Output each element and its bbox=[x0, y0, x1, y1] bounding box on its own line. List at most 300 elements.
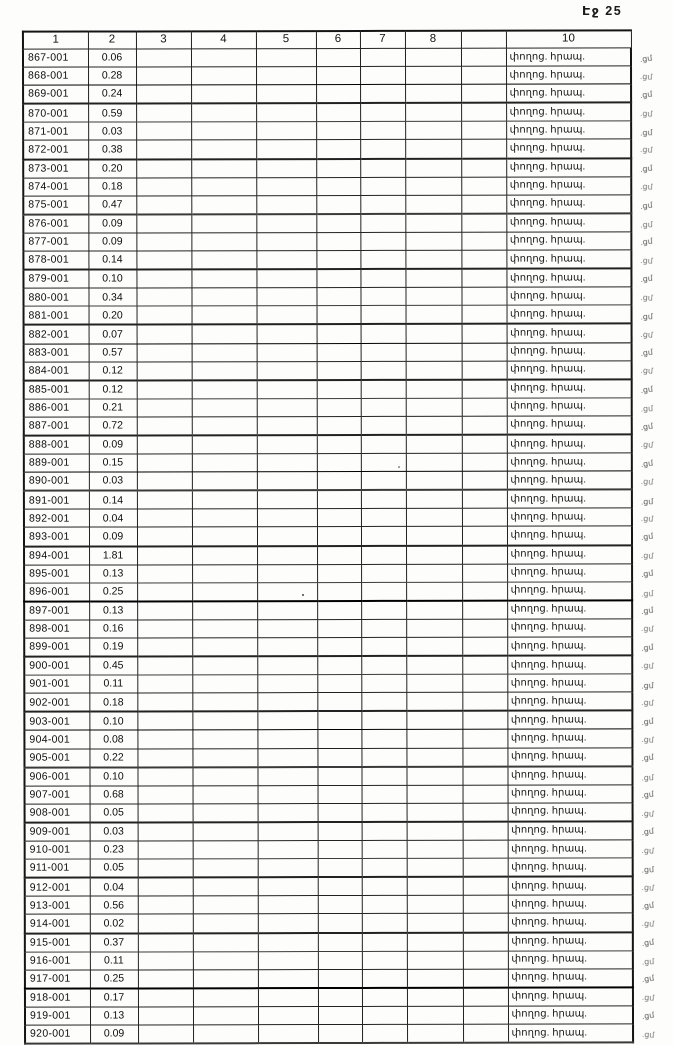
margin-mark-text: .ցմ bbox=[641, 993, 655, 1003]
empty-cell-6 bbox=[318, 803, 362, 822]
empty-cell-6 bbox=[318, 896, 362, 914]
empty-cell-7 bbox=[360, 269, 405, 288]
empty-cell-7 bbox=[361, 380, 406, 399]
margin-mark-text: .ցմ bbox=[641, 773, 655, 783]
empty-cell-9 bbox=[462, 692, 507, 711]
area-value-cell: 0.17 bbox=[90, 988, 138, 1007]
parcel-id-cell: 914-001 bbox=[25, 914, 90, 933]
empty-cell-9 bbox=[463, 951, 508, 969]
page-number-label: Էջ 25 bbox=[582, 4, 623, 18]
empty-cell-6 bbox=[317, 361, 361, 380]
parcel-id-cell: 906-001 bbox=[24, 767, 89, 786]
table-row bbox=[23, 139, 671, 159]
empty-cell-5 bbox=[257, 601, 317, 620]
area-value-cell: 0.09 bbox=[90, 1025, 138, 1044]
empty-cell-5 bbox=[256, 177, 316, 195]
empty-cell-4 bbox=[192, 675, 257, 693]
margin-mark-text: .ցմ bbox=[641, 865, 655, 875]
land-use-cell: փողոց. հրապ. bbox=[507, 545, 632, 564]
empty-cell-9 bbox=[461, 66, 506, 84]
table-row bbox=[24, 674, 672, 693]
margin-mark-cell bbox=[633, 840, 673, 858]
empty-cell-7 bbox=[361, 693, 406, 712]
empty-cell-9 bbox=[463, 914, 508, 933]
land-use-cell: փողոց. հրապ. bbox=[508, 858, 633, 877]
parcel-id-cell: 908-001 bbox=[25, 804, 90, 823]
margin-mark-text: .ցմ bbox=[639, 53, 653, 64]
empty-cell-5 bbox=[256, 140, 316, 159]
margin-mark-text: .ցմ bbox=[640, 568, 654, 580]
empty-cell-8 bbox=[407, 822, 463, 841]
empty-cell-6 bbox=[317, 343, 361, 361]
margin-mark-text: .ցմ bbox=[639, 89, 653, 101]
margin-mark-text: .ցմ bbox=[641, 680, 654, 691]
empty-cell-9 bbox=[462, 674, 507, 692]
empty-cell-4 bbox=[191, 288, 256, 306]
empty-cell-6 bbox=[317, 656, 361, 675]
empty-cell-4 bbox=[192, 601, 257, 620]
margin-mark-text: .ցմ bbox=[640, 347, 654, 359]
margin-mark-cell bbox=[632, 711, 672, 730]
empty-cell-9 bbox=[462, 324, 507, 343]
empty-cell-7 bbox=[361, 730, 406, 748]
empty-cell-8 bbox=[405, 250, 461, 269]
margin-mark-text: .ցմ bbox=[640, 182, 653, 192]
empty-cell-4 bbox=[193, 1007, 258, 1025]
table-row bbox=[23, 232, 671, 251]
empty-cell-3 bbox=[137, 583, 192, 602]
empty-cell-5 bbox=[257, 472, 317, 491]
parcel-id-cell: 897-001 bbox=[24, 601, 89, 620]
empty-cell-3 bbox=[136, 196, 191, 215]
parcel-id-cell: 884-001 bbox=[24, 362, 89, 381]
empty-cell-3 bbox=[137, 361, 192, 380]
empty-cell-9 bbox=[462, 711, 507, 730]
land-use-cell: փողոց. հրապ. bbox=[507, 434, 632, 453]
margin-mark-text: .ցմ bbox=[641, 845, 655, 856]
empty-cell-4 bbox=[193, 988, 258, 1007]
empty-cell-7 bbox=[361, 582, 406, 601]
area-value-cell: 0.14 bbox=[89, 491, 137, 510]
margin-mark-cell bbox=[633, 877, 673, 896]
empty-cell-7 bbox=[362, 877, 407, 896]
empty-cell-8 bbox=[407, 932, 463, 951]
margin-mark-cell bbox=[631, 232, 671, 250]
empty-cell-9 bbox=[461, 177, 506, 195]
margin-mark-text: .ցմ bbox=[640, 605, 654, 617]
margin-mark-text: .ցմ bbox=[640, 789, 655, 801]
empty-cell-3 bbox=[137, 638, 192, 657]
empty-cell-9 bbox=[461, 103, 506, 122]
table-row bbox=[24, 508, 672, 527]
empty-cell-8 bbox=[406, 361, 462, 380]
empty-cell-6 bbox=[316, 177, 360, 195]
parcel-id-cell: 894-001 bbox=[24, 546, 89, 565]
area-value-cell: 0.12 bbox=[89, 362, 137, 381]
table-row bbox=[24, 637, 672, 657]
land-use-cell: փողոց. հրապ. bbox=[508, 1024, 633, 1043]
land-use-cell: փողոց. հրապ. bbox=[507, 360, 632, 379]
margin-mark-cell bbox=[632, 379, 672, 398]
margin-mark-text: .ցմ bbox=[639, 71, 653, 82]
margin-mark-text: .ցմ bbox=[641, 957, 655, 967]
empty-cell-5 bbox=[256, 269, 316, 288]
area-value-cell: 0.13 bbox=[90, 1007, 138, 1025]
empty-cell-5 bbox=[256, 288, 316, 306]
empty-cell-5 bbox=[257, 324, 317, 343]
margin-mark-cell bbox=[632, 637, 672, 656]
parcel-id-cell: 878-001 bbox=[23, 251, 88, 270]
empty-cell-5 bbox=[257, 638, 317, 657]
empty-cell-3 bbox=[136, 85, 191, 104]
parcel-id-cell: 910-001 bbox=[25, 841, 90, 859]
empty-cell-9 bbox=[463, 803, 508, 822]
empty-cell-4 bbox=[193, 804, 258, 823]
empty-cell-7 bbox=[361, 564, 406, 582]
empty-cell-3 bbox=[136, 214, 191, 233]
parcel-id-cell: 889-001 bbox=[24, 454, 89, 472]
margin-mark-text: .ցմ bbox=[641, 1029, 655, 1040]
empty-cell-8 bbox=[406, 711, 462, 730]
empty-cell-6 bbox=[317, 306, 361, 325]
empty-cell-3 bbox=[136, 104, 191, 123]
empty-cell-6 bbox=[316, 103, 360, 122]
margin-mark-text: .ցմ bbox=[640, 220, 653, 230]
empty-cell-3 bbox=[138, 841, 193, 859]
area-value-cell: 0.56 bbox=[90, 896, 138, 914]
empty-cell-3 bbox=[136, 67, 191, 85]
table-row bbox=[25, 932, 673, 952]
empty-cell-4 bbox=[193, 785, 258, 803]
parcel-id-cell: 900-001 bbox=[24, 657, 89, 676]
empty-cell-4 bbox=[192, 509, 257, 527]
area-value-cell: 0.57 bbox=[89, 343, 137, 361]
margin-mark-text: .ցմ bbox=[640, 496, 654, 507]
margin-mark-cell bbox=[632, 545, 672, 564]
empty-cell-6 bbox=[316, 195, 360, 214]
empty-cell-3 bbox=[137, 325, 192, 344]
empty-cell-4 bbox=[192, 490, 257, 509]
margin-mark-cell bbox=[631, 84, 671, 103]
parcel-id-cell: 898-001 bbox=[24, 620, 89, 638]
empty-cell-7 bbox=[360, 140, 405, 159]
empty-cell-6 bbox=[316, 85, 360, 104]
empty-cell-8 bbox=[406, 398, 462, 416]
empty-cell-5 bbox=[256, 195, 316, 214]
empty-cell-5 bbox=[257, 564, 317, 582]
empty-cell-3 bbox=[136, 49, 191, 67]
area-value-cell: 0.20 bbox=[88, 159, 136, 178]
table-row bbox=[25, 1006, 673, 1025]
parcel-id-cell: 875-001 bbox=[23, 196, 88, 215]
empty-cell-6 bbox=[318, 785, 362, 803]
empty-cell-9 bbox=[461, 84, 506, 103]
parcel-id-cell: 869-001 bbox=[23, 85, 88, 104]
table-row bbox=[24, 453, 672, 472]
empty-cell-3 bbox=[138, 896, 193, 914]
margin-mark-text: .ցմ bbox=[640, 255, 654, 266]
table-row bbox=[25, 950, 673, 969]
empty-cell-5 bbox=[257, 711, 317, 730]
empty-cell-6 bbox=[317, 730, 361, 748]
column-header-5: 5 bbox=[256, 31, 316, 49]
empty-cell-9 bbox=[461, 232, 506, 250]
empty-cell-7 bbox=[360, 177, 405, 195]
table-row bbox=[24, 600, 672, 620]
empty-cell-6 bbox=[317, 564, 361, 582]
land-use-cell: փողոց. հրապ. bbox=[507, 471, 632, 490]
margin-mark-text: .ցմ bbox=[641, 882, 655, 893]
area-value-cell: 0.37 bbox=[90, 933, 138, 952]
empty-cell-6 bbox=[317, 509, 361, 527]
empty-cell-4 bbox=[193, 1025, 258, 1044]
area-value-cell: 0.07 bbox=[89, 325, 137, 344]
empty-cell-9 bbox=[462, 416, 507, 435]
parcel-id-cell: 882-001 bbox=[24, 325, 89, 344]
margin-mark-text: .ցմ bbox=[639, 237, 654, 248]
empty-cell-5 bbox=[258, 877, 318, 896]
empty-cell-7 bbox=[361, 767, 406, 786]
empty-cell-7 bbox=[362, 896, 407, 914]
land-use-cell: փողոց. հրապ. bbox=[507, 324, 632, 343]
empty-cell-9 bbox=[462, 305, 507, 324]
land-use-cell: փողոց. հրապ. bbox=[506, 195, 631, 214]
empty-cell-7 bbox=[361, 490, 406, 509]
land-use-cell: փողոց. հրապ. bbox=[507, 619, 632, 637]
area-value-cell: 0.12 bbox=[89, 380, 137, 399]
empty-cell-6 bbox=[317, 675, 361, 693]
empty-cell-6 bbox=[316, 251, 360, 270]
land-use-cell: փողոց. հրապ. bbox=[507, 416, 632, 435]
empty-cell-6 bbox=[317, 527, 361, 546]
empty-cell-3 bbox=[137, 454, 192, 472]
table-row bbox=[23, 48, 671, 67]
empty-cell-4 bbox=[192, 343, 257, 361]
land-use-cell: փողոց. հրապ. bbox=[507, 600, 632, 619]
area-value-cell: 0.16 bbox=[89, 620, 137, 638]
margin-mark-cell bbox=[632, 600, 672, 619]
column-header-6: 6 bbox=[316, 31, 360, 49]
table-row bbox=[23, 121, 671, 140]
margin-mark-cell bbox=[631, 158, 671, 177]
margin-mark-cell bbox=[632, 490, 672, 509]
empty-cell-5 bbox=[258, 969, 318, 988]
empty-cell-3 bbox=[137, 417, 192, 436]
table-row bbox=[24, 526, 672, 546]
empty-cell-8 bbox=[407, 858, 463, 877]
empty-cell-7 bbox=[360, 85, 405, 104]
empty-cell-4 bbox=[191, 195, 256, 214]
empty-cell-7 bbox=[361, 675, 406, 693]
empty-cell-7 bbox=[360, 103, 405, 122]
empty-cell-7 bbox=[362, 1006, 407, 1024]
parcel-id-cell: 891-001 bbox=[24, 491, 89, 510]
area-value-cell: 0.05 bbox=[90, 859, 138, 878]
table-row bbox=[24, 729, 672, 748]
empty-cell-7 bbox=[361, 637, 406, 656]
empty-cell-7 bbox=[362, 932, 407, 951]
table-row bbox=[24, 360, 672, 380]
empty-cell-6 bbox=[316, 214, 360, 233]
table-row bbox=[24, 655, 672, 675]
empty-cell-9 bbox=[462, 379, 507, 398]
empty-cell-7 bbox=[360, 195, 405, 214]
parcel-id-cell: 888-001 bbox=[24, 436, 89, 455]
empty-cell-7 bbox=[361, 601, 406, 620]
empty-cell-7 bbox=[361, 656, 406, 675]
table-row bbox=[23, 66, 671, 85]
table-row bbox=[23, 84, 671, 104]
column-header-2: 2 bbox=[88, 31, 136, 49]
empty-cell-6 bbox=[317, 582, 361, 601]
margin-mark-text: .ցմ bbox=[639, 274, 654, 285]
empty-cell-6 bbox=[317, 380, 361, 399]
column-header-1: 1 bbox=[23, 32, 88, 50]
empty-cell-8 bbox=[405, 48, 461, 66]
empty-cell-7 bbox=[360, 288, 405, 306]
empty-cell-6 bbox=[317, 472, 361, 491]
scan-speck bbox=[398, 466, 400, 468]
table-row bbox=[24, 324, 672, 344]
parcel-id-cell: 896-001 bbox=[24, 583, 89, 602]
table-row bbox=[24, 416, 672, 436]
empty-cell-7 bbox=[361, 509, 406, 527]
parcel-id-cell: 907-001 bbox=[25, 786, 90, 804]
empty-cell-7 bbox=[361, 324, 406, 343]
empty-cell-3 bbox=[138, 1025, 193, 1044]
empty-cell-5 bbox=[257, 454, 317, 472]
land-use-cell: փողոց. հրապ. bbox=[508, 895, 633, 913]
empty-cell-5 bbox=[257, 675, 317, 693]
parcel-id-cell: 890-001 bbox=[24, 472, 89, 491]
empty-cell-9 bbox=[463, 822, 508, 841]
empty-cell-9 bbox=[461, 122, 506, 140]
area-value-cell: 0.21 bbox=[89, 399, 137, 417]
margin-mark-cell bbox=[632, 655, 672, 674]
parcel-id-cell: 913-001 bbox=[25, 896, 90, 914]
land-use-cell: փողոց. հրապ. bbox=[507, 490, 632, 509]
table-row bbox=[24, 711, 672, 731]
empty-cell-5 bbox=[258, 1025, 318, 1044]
empty-cell-7 bbox=[360, 232, 405, 250]
empty-cell-3 bbox=[137, 675, 192, 693]
empty-cell-4 bbox=[191, 159, 256, 178]
empty-cell-5 bbox=[257, 656, 317, 675]
empty-cell-6 bbox=[317, 619, 361, 637]
margin-mark-cell bbox=[633, 803, 673, 822]
parcel-id-cell: 901-001 bbox=[24, 675, 89, 693]
margin-mark-text: .ցմ bbox=[640, 421, 654, 432]
margin-mark-cell bbox=[633, 1006, 673, 1024]
margin-mark-text: .ցմ bbox=[640, 329, 654, 340]
land-use-cell: փողոց. հրապ. bbox=[508, 969, 633, 988]
empty-cell-9 bbox=[463, 1006, 508, 1024]
parcel-id-cell: 920-001 bbox=[25, 1025, 90, 1044]
area-value-cell: 0.06 bbox=[88, 49, 136, 67]
empty-cell-3 bbox=[138, 804, 193, 823]
empty-cell-4 bbox=[192, 546, 257, 565]
table-row bbox=[25, 858, 673, 878]
empty-cell-3 bbox=[138, 933, 193, 952]
margin-mark-cell bbox=[632, 305, 672, 324]
margin-mark-cell bbox=[633, 821, 673, 840]
parcel-id-cell: 905-001 bbox=[24, 749, 89, 768]
margin-mark-text: .ցմ bbox=[639, 145, 653, 156]
empty-cell-5 bbox=[257, 435, 317, 454]
empty-cell-4 bbox=[192, 454, 257, 472]
empty-cell-4 bbox=[192, 306, 257, 325]
area-value-cell: 0.59 bbox=[88, 104, 136, 123]
empty-cell-6 bbox=[317, 637, 361, 656]
empty-cell-3 bbox=[136, 288, 191, 306]
empty-cell-8 bbox=[406, 748, 462, 767]
table-row bbox=[23, 287, 671, 306]
land-use-cell: փողոց. հրապ. bbox=[508, 1006, 633, 1024]
empty-cell-3 bbox=[137, 730, 192, 748]
empty-cell-8 bbox=[405, 232, 461, 250]
empty-cell-3 bbox=[138, 859, 193, 878]
empty-cell-3 bbox=[136, 159, 191, 178]
empty-cell-3 bbox=[137, 620, 192, 638]
empty-cell-8 bbox=[407, 988, 463, 1007]
empty-cell-8 bbox=[407, 1024, 463, 1043]
empty-cell-5 bbox=[258, 951, 318, 969]
land-use-cell: փողոց. հրապ. bbox=[506, 232, 631, 250]
empty-cell-6 bbox=[318, 877, 362, 896]
empty-cell-9 bbox=[461, 195, 506, 214]
margin-mark-cell bbox=[631, 103, 671, 122]
empty-cell-9 bbox=[463, 858, 508, 877]
area-value-cell: 0.11 bbox=[89, 675, 137, 693]
empty-cell-5 bbox=[256, 214, 316, 233]
empty-cell-8 bbox=[407, 1006, 463, 1024]
margin-mark-text: .ցմ bbox=[640, 588, 654, 599]
empty-cell-7 bbox=[362, 988, 407, 1007]
empty-cell-9 bbox=[462, 766, 507, 785]
land-use-cell: փողոց. հրապ. bbox=[507, 508, 632, 526]
area-value-cell: 0.02 bbox=[90, 914, 138, 933]
table-row bbox=[24, 471, 672, 491]
land-use-cell: փողոց. հրապ. bbox=[506, 48, 631, 66]
empty-cell-3 bbox=[137, 748, 192, 767]
empty-cell-6 bbox=[316, 159, 360, 178]
area-value-cell: 0.04 bbox=[89, 509, 137, 527]
area-value-cell: 0.25 bbox=[89, 583, 137, 602]
empty-cell-7 bbox=[360, 48, 405, 66]
land-use-cell: փողոց. հրապ. bbox=[508, 913, 633, 932]
land-use-cell: փողոց. հրապ. bbox=[508, 877, 633, 896]
empty-cell-8 bbox=[406, 674, 462, 692]
empty-cell-6 bbox=[316, 67, 360, 85]
empty-cell-6 bbox=[318, 859, 362, 878]
land-use-cell: փողոց. հրապ. bbox=[507, 674, 632, 692]
margin-mark-cell bbox=[633, 1024, 673, 1043]
empty-cell-5 bbox=[257, 619, 317, 637]
area-value-cell: 0.03 bbox=[90, 822, 138, 841]
empty-cell-8 bbox=[406, 379, 462, 398]
empty-cell-8 bbox=[405, 103, 461, 122]
empty-cell-3 bbox=[137, 380, 192, 399]
parcel-id-cell: 873-001 bbox=[23, 159, 88, 178]
empty-cell-4 bbox=[192, 748, 257, 767]
empty-cell-4 bbox=[193, 969, 258, 988]
empty-cell-8 bbox=[406, 527, 462, 546]
parcel-id-cell: 881-001 bbox=[24, 306, 89, 325]
empty-cell-3 bbox=[137, 399, 192, 417]
empty-cell-4 bbox=[193, 896, 258, 914]
empty-cell-3 bbox=[136, 251, 191, 270]
empty-cell-4 bbox=[192, 656, 257, 675]
